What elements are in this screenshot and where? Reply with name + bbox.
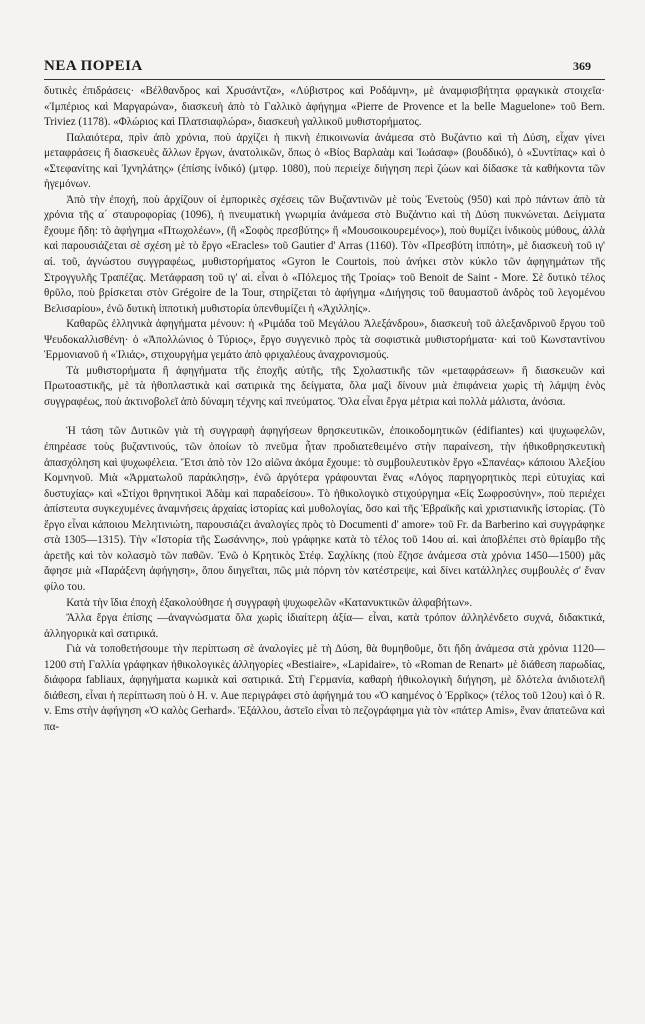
paragraph: Τὰ μυθιστορήματα ἢ ἀφηγήματα τῆς ἐποχῆς αὐτῆς, τῆς Σχολαστικῆς τῶν «μεταφράσεων» ἢ διασκευῶν καὶ Πρωτοαστικῆς, μὲ τὰ ἠθοπλαστικὰ καὶ σατιρικὰ της δείγματα, ὅλα μαζὶ δίνουν μιὰ ἐπιφάνεια χωρὶς τὴ λάμψη ἑνὸς συγγραφέως, ποὺ ἀκτινοβολεῖ ἀπὸ δύναμη τέχνης καὶ πνεύματος. Ὅλα εἶναι ἔργα μέτρια καὶ πολλὰ μάλιστα, ἀνόσια.	[44, 364, 605, 408]
paragraph: Γιὰ νὰ τοποθετήσουμε τὴν περίπτωση σὲ ἀναλογίες μὲ τὴ Δύση, θὰ θυμηθοῦμε, ὅτι ἤδη ἀνάμεσα στὰ χρόνια 1120—1200 στὴ Γαλλία γράφηκαν ἠθικολογικὲς ἀλληγορίες «Bestiaire», «Lapidaire», τὸ «Roman de Renart» μὲ διάθεση παρωδίας, διάφορα fabliaux, ἀφηγήματα κωμικὰ καὶ σατιρικά. Στὴ Γερμανία, καθαρὴ ἠθικολογικὴ διήγηση, μὲ δλότελα ἀνιδιοτελῆ διάθεση, εἶναι ἡ περίπτωση ποὺ ὁ H. v. Aue περιγράφει στὸ ἀφήγημά του «Ὁ καημένος ὁ Ἑρρῖκος» (τέλος τοῦ 12ου) καὶ ὁ R. v. Ems στὴν ἀφήγηση «Ὁ καλὸς Gerhard». Ἐξάλλου, ἀστεῖο εἶναι τὸ πεζογράφημα γιὰ τὸν «πάτερ Amis», ἕναν ἀπατεῶνα καὶ πα-	[44, 643, 605, 733]
section-gap	[44, 410, 605, 424]
paragraph: Ἡ τάση τῶν Δυτικῶν γιὰ τὴ συγγραφὴ ἀφηγήσεων θρησκευτικῶν, ἐποικοδομητικῶν (édifiantes) καὶ ψυχωφελῶν, ἐπηρέασε τοὺς βυζαντινούς, τῶν ὁποίων τὸ πνεῦμα ἦταν προδιατεθειμένο στὴν παραίνεση, τὴν ἠθικοθρησκευτικὴ ἀπασχόληση καὶ ψυχωφέλεια. Ἔτσι ἀπὸ τὸν 12ο αἰῶνα ἀκόμα ἔχουμε: τὸ συμβουλευτικὸν ἔργο «Σπανέας» κάποιου Ἀλεξίου Κομνηνοῦ. Μιὰ «Ἁρματωλοῦ παράκλησῃ», ἐνῶ ἀργότερα γράφουνται ἕνας «Λόγος παρηγορητικὸς περὶ εὐτυχίας καὶ δυστυχίας» καὶ «Στίχοι θρηνητικοὶ Ἀδὰμ καὶ παραδείσου». Τὸ ἠθικολογικὸ στιχούργημα «Εἰς Σωφροσύνην», ποὺ περιέχει ἀπίστευτα συγκεχυμένες ἀναμνήσεις ἀρχαίας ἱστορίας καὶ μυθολογίας, ὅσο καὶ τῆς Ἑβραϊκῆς καὶ χριστιανικῆς ἱστορίας. (Τὸ ἔργο εἶναι κάποιου Μελητινιώτη, παρουσιάζει ἀναλογίες πρὸς τὸ Documenti d' amore» τοῦ Fr. da Barberino καὶ συγγράφηκε στὰ 1305—1315). Τὴν «Ἱστορία τῆς Σωσάννης», ποὺ γράφηκε κατὰ τὸ τέλος τοῦ 14ου αἰ. καὶ ἀποβλέπει στὸ θρίαμβο τῆς ἀρετῆς καὶ τὸν κολασμὸ τῶν παθῶν. Ἐνῶ ὁ Κρητικὸς Στέφ. Σαχλίκης (ποὺ ἔζησε ἀνάμεσα στὰ χρόνια 1450—1500) μᾶς ἄφησε μιὰ «Παράξενη ἀφήγηση», ὅπου διηγεῖται, πῶς μιὰ πόρνη τὸν κατέστρεψε, καὶ δίνει κατάλληλες συμβουλὲς σ' ἕναν φίλο του.	[44, 425, 605, 593]
paragraph: Καθαρῶς ἑλληνικὰ ἀφηγήματα μένουν: ἡ «Ριμάδα τοῦ Μεγάλου Ἀλεξάνδρου», διασκευὴ τοῦ ἀλεξανδρινοῦ ἔργου τοῦ Ψευδοκαλλισθένη· ὁ «Ἀπολλώνιος ὁ Τύριος», ἔργο συγγενικὸ πρὸς τὰ σοφιστικὰ μυθιστορήματα· καὶ τοῦ Κωνσταντίνου Ἑρμονιανοῦ ἡ «Ἰλιάς», στιχουργήμα γεμάτο ἀπὸ φριχαλέους ἀναχρονισμούς.	[44, 318, 605, 362]
running-header	[44, 58, 605, 80]
paragraph: δυτικὲς ἐπιδράσεις· «Βέλθανδρος καὶ Χρυσάντζα», «Λύβιστρος καὶ Ροδάμνη», μὲ ἀναμφισβήτητα φραγκικὰ στοιχεῖα· «Ἰμπέριος καὶ Μαργαρώνα», διασκευὴ ἀπὸ τὸ Γαλλικὸ ἀφήγημα «Pierre de Provence et la belle Maguelone» τοῦ Bern. Triviez (1178). «Φλώριος καὶ Πλατσιαφλώρα», διασκευὴ γαλλικοῦ μυθιστορήματος.	[44, 85, 605, 129]
article-body	[44, 84, 605, 735]
paragraph: Ἀπὸ τὴν ἐποχή, ποὺ ἀρχίζουν οἱ ἐμπορικὲς σχέσεις τῶν Βυζαντινῶν μὲ τοὺς Ἐνετοὺς (950) καὶ πρὸ πάντων ἀπὸ τὰ χρόνια τῆς α΄ σταυροφορίας (1096), ἡ πνευματικὴ γνωριμία ἀνάμεσα στὸ Βυζάντιο καὶ τὴ Δύση πυκνώνεται. Δείγματα ἔχουμε ἤδη: τὸ ἀφήγημα «Πτωχολέων», (ἢ «Σοφὸς πρεσβύτης» ἢ «Μουσοικουρεμένος»), ποὺ θυμίζει ἰνδικοὺς μύθους, ἀλλὰ καὶ παρουσιάζεται σὲ σχέση μὲ τὸ ἔργο «Eracles» τοῦ Gautier d' Arras (1160). Τὸν «Πρεσβύτη ἱππότη», μὲ διασκευὴ τοῦ ιγ' αἰ. τοῦ, ἀγνώστου συγγραφέως, μυθιστορήματος «Gyron le Courtois, ποὺ ἀνήκει στὸν κύκλο τῶν ἀφηγημάτων τῆς Στρογγυλῆς Τραπέζας. Μετάφραση τοῦ ιγ' αἰ. εἶναι ὁ «Πόλεμος τῆς Τροίας» τοῦ Benoit de Saint - More. Σὲ δυτικὸ τέλος θρῦλο, ποὺ βρίσκεται στὸν Grégoire de la Tour, στηρίζεται τὸ ἀφήγημα «Διήγησις τοῦ θαυμαστοῦ ἀνδρὸς τοῦ λεγομένου Βελισαρίου», ἐνῶ δυτικὴ ἱπποτικὴ μυθιστορία ὑπενθυμίζει ἡ «Ἀχιλληίς».	[44, 193, 605, 315]
paragraph: Κατὰ τὴν ἴδια ἐποχὴ ἐξακολούθησε ἡ συγγραφὴ ψυχωφελῶν «Κατανυκτικῶν ἀλφαβήτων».	[66, 596, 473, 609]
journal-title: ΝΕΑ ΠΟΡΕΙΑ	[44, 58, 143, 74]
page-number: 369	[573, 59, 591, 73]
paragraph: Ἄλλα ἔργα ἐπίσης —ἀναγνώσματα ὅλα χωρὶς ἰδιαίτερη ἀξία— εἶναι, κατὰ τρόπον ἀλληλένδετο συχνά, διδακτικά, ἀλληγορικὰ καὶ σατιρικά.	[44, 612, 605, 640]
paragraph: Παλαιότερα, πρὶν ἀπὸ χρόνια, ποὺ ἀρχίζει ἡ πικνὴ ἐπικοινωνία ἀνάμεσα στὸ Βυζάντιο καὶ τὴ Δύση, εἶχαν γίνει μεταφράσεις ἢ διασκευὲς ἄλλων ἔργων, ἀνατολικῶν, ὅπως ὁ «Βίος Βαρλαὰμ καὶ Ἰωάσαφ» (βουδδικό), ὁ «Συντίπας» καὶ ὁ «Στεφανίτης καὶ Ἰχνηλάτης» (ἐπίσης ἰνδικό) (μτφρ. 1080), ποὺ περιείχε διήγηση περὶ ζώων καὶ δίδασκε τὰ καθήκοντα τῶν ἡγεμόνων.	[44, 131, 605, 191]
